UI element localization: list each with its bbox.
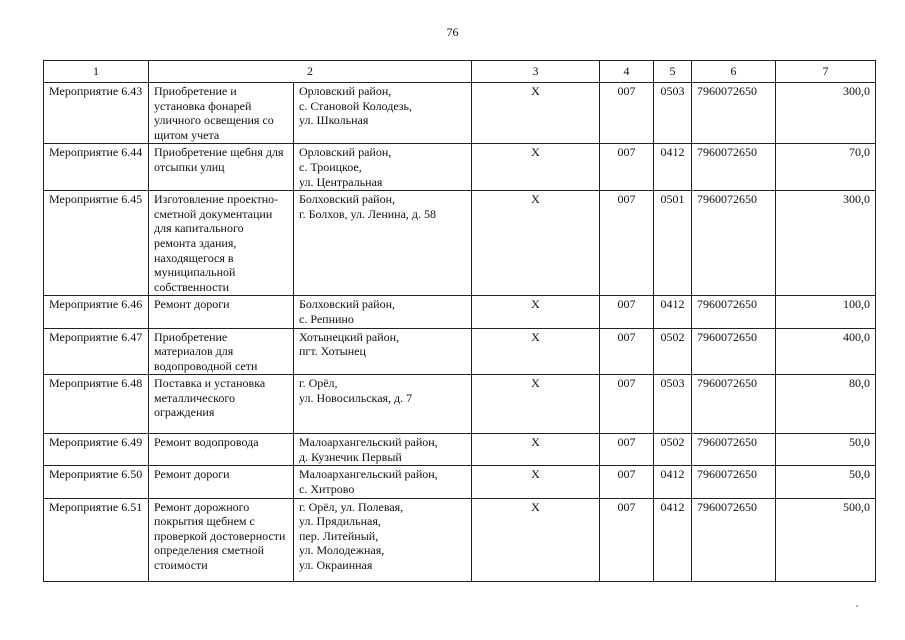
location-line: ул. Новосильская, д. 7 xyxy=(299,390,413,405)
col3-cell: X xyxy=(472,83,600,144)
event-name-cell: Ремонт водопровода xyxy=(149,434,294,466)
col5-cell: 0412 xyxy=(654,498,692,581)
table-row xyxy=(44,375,876,434)
col7-cell: 80,0 xyxy=(776,375,876,434)
col6-cell: 7960072650 xyxy=(692,328,776,375)
event-id-cell: Мероприятие 6.51 xyxy=(44,498,149,581)
event-location-cell xyxy=(294,498,472,581)
location-line: Орловский район, xyxy=(299,84,392,98)
event-location-cell xyxy=(294,144,472,191)
event-id-cell: Мероприятие 6.49 xyxy=(44,434,149,466)
event-id-cell: Мероприятие 6.48 xyxy=(44,375,149,434)
page-number: 76 xyxy=(446,25,459,39)
event-name-cell: Ремонт дороги xyxy=(149,466,294,498)
header-col-6: 6 xyxy=(692,61,776,83)
table-row xyxy=(44,191,876,296)
table-row xyxy=(44,83,876,144)
col6-cell: 7960072650 xyxy=(692,466,776,498)
col6-cell: 7960072650 xyxy=(692,191,776,296)
table-row xyxy=(44,144,876,191)
col3-cell: X xyxy=(472,434,600,466)
table-row xyxy=(44,498,876,581)
header-col-7: 7 xyxy=(776,61,876,83)
location-line: г. Орёл, ул. Полевая, xyxy=(299,499,404,514)
event-location-cell xyxy=(294,375,472,434)
col7-cell: 100,0 xyxy=(776,296,876,328)
col5-cell: 0412 xyxy=(654,144,692,191)
col6-cell: 7960072650 xyxy=(692,375,776,434)
header-col-3: 3 xyxy=(472,61,600,83)
col4-cell: 007 xyxy=(600,375,654,434)
location-line: Болховский район, xyxy=(299,297,396,312)
col6-cell: 7960072650 xyxy=(692,434,776,466)
col5-cell: 0503 xyxy=(654,83,692,144)
col5-cell: 0501 xyxy=(654,191,692,296)
table-row xyxy=(44,328,876,375)
location-line: Хотынецкий район, xyxy=(299,329,400,344)
event-name-cell: Ремонт дороги xyxy=(149,296,294,328)
location-line: пер. Литейный, xyxy=(299,528,379,543)
event-id-cell: Мероприятие 6.43 xyxy=(44,83,149,144)
location-line: пгт. Хотынец xyxy=(299,344,366,359)
col4-cell: 007 xyxy=(600,498,654,581)
event-name-cell: Изготовление проектно-сметной документации для капитального ремонта здания, находящегося в муниципальной собственности xyxy=(149,191,294,296)
location-line: г. Орёл, xyxy=(299,376,338,391)
table-row xyxy=(44,466,876,498)
header-col-2: 2 xyxy=(149,61,472,83)
location-line: Болховский район, xyxy=(299,192,396,207)
col4-cell: 007 xyxy=(600,434,654,466)
location-line: с. Троицкое, xyxy=(299,159,362,174)
col6-cell: 7960072650 xyxy=(692,83,776,144)
col4-cell: 007 xyxy=(600,328,654,375)
col7-cell: 300,0 xyxy=(776,83,876,144)
event-id-cell: Мероприятие 6.47 xyxy=(44,328,149,375)
location-line: г. Болхов, ул. Ленина, д. 58 xyxy=(299,206,437,221)
col3-cell: X xyxy=(472,191,600,296)
location-line: д. Кузнечик Первый xyxy=(299,449,402,464)
header-col-5: 5 xyxy=(654,61,692,83)
col3-cell: X xyxy=(472,375,600,434)
event-name-cell: Поставка и установка металлического ограждения xyxy=(149,375,294,434)
location-line: ул. Прядильная, xyxy=(299,514,381,529)
event-id-cell: Мероприятие 6.46 xyxy=(44,296,149,328)
event-location-cell xyxy=(294,83,472,144)
location-line: с. Становой Колодезь, xyxy=(299,98,412,113)
event-location-cell xyxy=(294,466,472,498)
col4-cell: 007 xyxy=(600,83,654,144)
event-location-cell xyxy=(294,328,472,375)
event-id-cell: Мероприятие 6.44 xyxy=(44,144,149,191)
header-col-4: 4 xyxy=(600,61,654,83)
col7-cell: 400,0 xyxy=(776,328,876,375)
budget-table xyxy=(43,60,876,582)
col6-cell: 7960072650 xyxy=(692,498,776,581)
col7-cell: 500,0 xyxy=(776,498,876,581)
event-location-cell xyxy=(294,191,472,296)
col5-cell: 0502 xyxy=(654,434,692,466)
col7-cell: 50,0 xyxy=(776,466,876,498)
col5-cell: 0503 xyxy=(654,375,692,434)
header-row xyxy=(44,61,876,83)
event-id-cell: Мероприятие 6.50 xyxy=(44,466,149,498)
location-line: с. Хитрово xyxy=(299,482,355,497)
location-line: Малоархангельский район, xyxy=(299,467,438,482)
col7-cell: 50,0 xyxy=(776,434,876,466)
event-location-cell xyxy=(294,434,472,466)
scan-artifact xyxy=(856,605,858,607)
col3-cell: X xyxy=(472,296,600,328)
col6-cell: 7960072650 xyxy=(692,144,776,191)
col6-cell: 7960072650 xyxy=(692,296,776,328)
col3-cell: X xyxy=(472,144,600,191)
header-col-1: 1 xyxy=(44,61,149,83)
location-line: Орловский район, xyxy=(299,145,392,160)
col7-cell: 70,0 xyxy=(776,144,876,191)
col5-cell: 0412 xyxy=(654,296,692,328)
col5-cell: 0412 xyxy=(654,466,692,498)
col4-cell: 007 xyxy=(600,466,654,498)
col3-cell: X xyxy=(472,328,600,375)
table-row xyxy=(44,434,876,466)
event-name-cell: Приобретение щебня для отсыпки улиц xyxy=(149,144,294,191)
col4-cell: 007 xyxy=(600,191,654,296)
col4-cell: 007 xyxy=(600,296,654,328)
location-line: ул. Школьная xyxy=(299,113,369,128)
location-line: ул. Молодежная, xyxy=(299,543,385,558)
event-name-cell: Приобретение материалов для водопроводной сети xyxy=(149,328,294,375)
col3-cell: X xyxy=(472,498,600,581)
col7-cell: 300,0 xyxy=(776,191,876,296)
event-id-cell: Мероприятие 6.45 xyxy=(44,191,149,296)
col4-cell: 007 xyxy=(600,144,654,191)
table-row xyxy=(44,296,876,328)
location-line: ул. Центральная xyxy=(299,174,383,189)
location-line: ул. Окраинная xyxy=(299,558,373,573)
location-line: Малоархангельский район, xyxy=(299,435,438,450)
col5-cell: 0502 xyxy=(654,328,692,375)
location-line: с. Репнино xyxy=(299,311,354,326)
event-name-cell: Приобретение и установка фонарей уличного освещения со щитом учета xyxy=(149,83,294,144)
col3-cell: X xyxy=(472,466,600,498)
event-name-cell: Ремонт дорожного покрытия щебнем с проверкой достоверности определения сметной стоимости xyxy=(149,498,294,581)
event-location-cell xyxy=(294,296,472,328)
